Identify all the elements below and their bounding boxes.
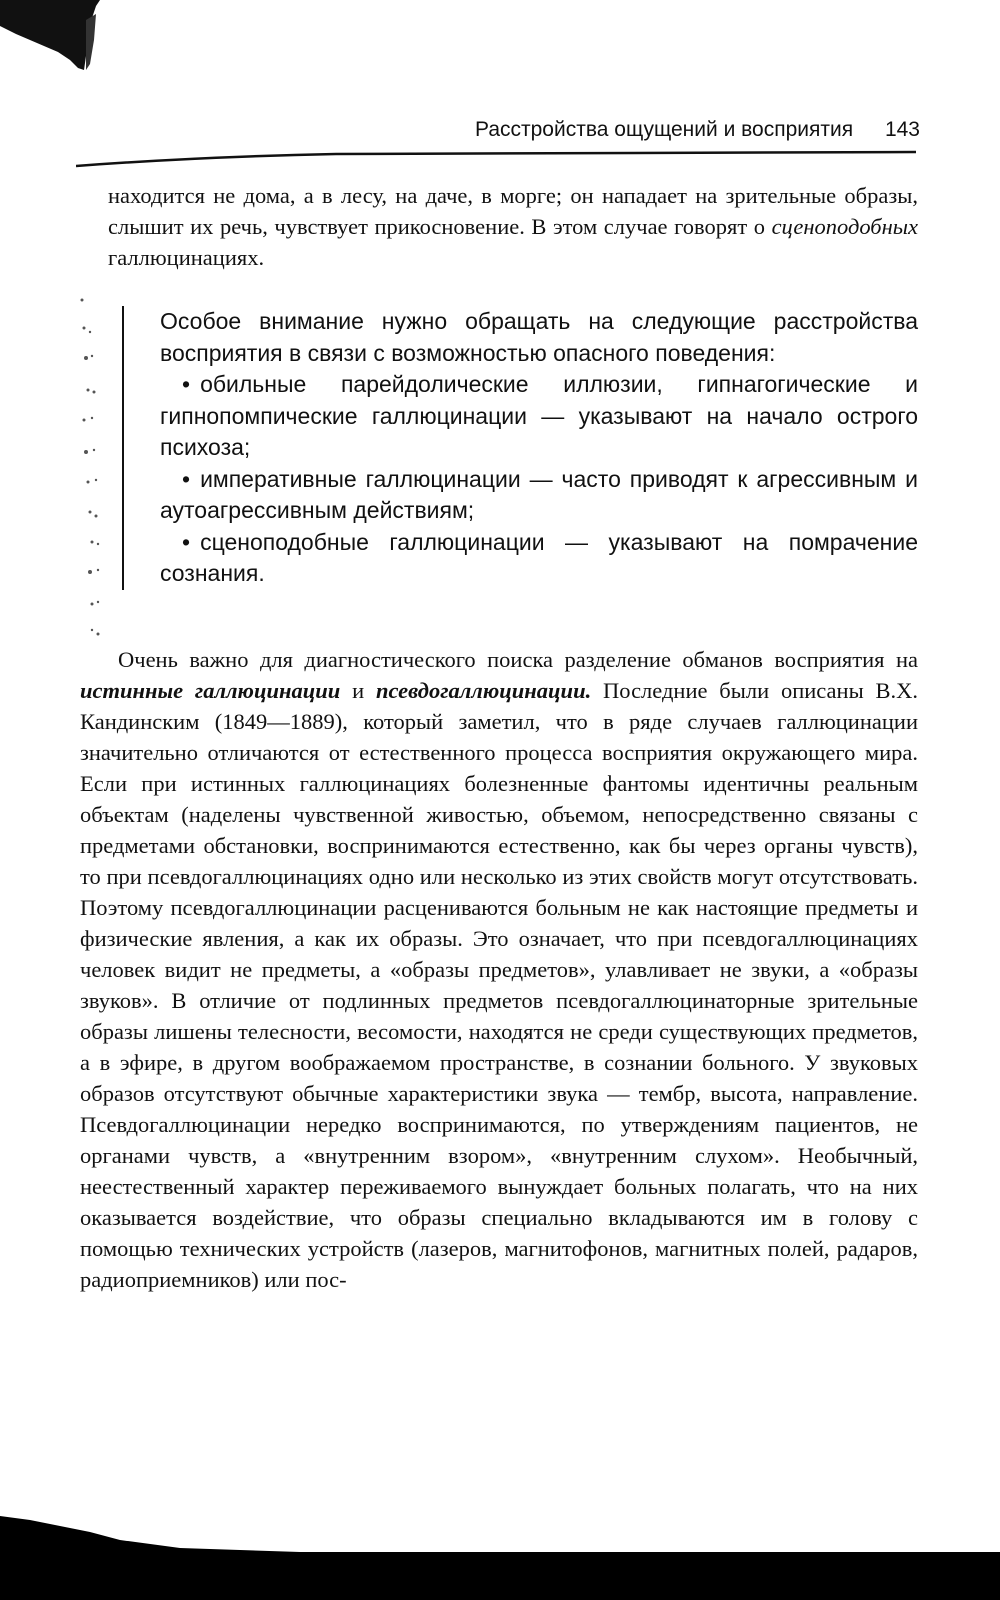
intro-emphasis: сценоподобных (771, 214, 918, 239)
page-number: 143 (884, 118, 920, 141)
main-text-part3: Последние были описаны В.Х. Кандинским (1849—1889), который заметил, что в ряде случаев галлюцинации значительно отличаются от естественного процесса восприятия окружающего мира. Если при истинных галлюцинациях болезненные фантомы идентичны реальным объектам (наделены чувственной живостью, объемом, непосредственно связаны с предметами обстановки, воспринимаются естественно, как бы через органы чувств), то при псевдогаллюцинациях одно или несколько из этих свойств могут отсутствовать. Поэтому псевдогаллюцинации расцениваются больным не как настоящие предметы и физические явления, а как их образы. Это означает, что при псевдогаллюцинациях человек видит не предметы, а «образы предметов», улавливает не звуки, а «образы звуков». В отличие от подлинных предметов псевдогаллюцинаторные зрительные образы лишены телесности, весомости, находятся не среди существующих предметов, а в эфире, в другом воображаемом пространстве, в сознании больного. У звуковых образов отсутствуют обычные характеристики звука — тембр, высота, направление. Псевдогаллюцинации нередко воспринимаются, по утверждениям пациентов, не органами чувств, а «внутренним взором», «внутренним слухом». Необычный, неестественный характер переживаемого вынуждает больных полагать, что на них оказывается воздействие, что образы специально вкладываются им в голову с помощью технических устройств (лазеров, магнитофонов, магнитных полей, радаров, радиоприемников) или пос- (80, 678, 919, 1292)
bullet-icon: • (182, 528, 191, 555)
list-item-text: императивные галлюцинации — часто приводят к агрессивным и аутоагрессивным действиям; (160, 465, 918, 523)
main-emphasis-pseudohallucinations: псевдогаллюцинации. (375, 678, 592, 703)
running-header (80, 118, 920, 148)
header-rule (76, 150, 916, 174)
main-emphasis-true-hallucinations: истинные галлюцинации (80, 678, 341, 703)
main-text-part1: Очень важно для диагностического поиска разделение обманов восприятия на (118, 647, 918, 672)
list-item (160, 464, 918, 527)
scan-margin-specks (70, 296, 120, 656)
bullet-icon: • (182, 465, 191, 492)
callout-box (122, 306, 918, 590)
intro-paragraph (108, 180, 918, 273)
intro-text-before: находится не дома, а в лесу, на даче, в морге; он нападает на зрительные образы, слышит их речь, чувствует прикосновение. В этом случае говорят о (108, 183, 918, 239)
callout-lead: Особое внимание нужно обращать на следующие расстройства восприятия в связи с возможностью опасного поведения: (160, 308, 918, 366)
bullet-icon: • (182, 371, 191, 397)
list-item-text: обильные парейдолические иллюзии, гипнагогические и гипнопомпические галлюцинации — указывают на начало острого психоза; (160, 371, 918, 460)
main-paragraph (80, 644, 918, 1295)
scan-artifact-top-left (0, 0, 120, 80)
header-title: Расстройства ощущений и восприятия (475, 118, 854, 141)
scan-shadow-bottom (0, 1510, 1000, 1600)
main-text-part2: и (340, 678, 376, 703)
list-item (160, 527, 918, 590)
scan-shadow-top (0, 0, 120, 80)
list-item-text: сценоподобные галлюцинации — указывают на помрачение сознания. (160, 528, 918, 586)
list-item (160, 369, 918, 464)
scan-artifact-bottom (0, 1510, 1000, 1600)
callout-list (160, 369, 918, 590)
intro-text-after: галлюцинациях. (108, 245, 265, 270)
